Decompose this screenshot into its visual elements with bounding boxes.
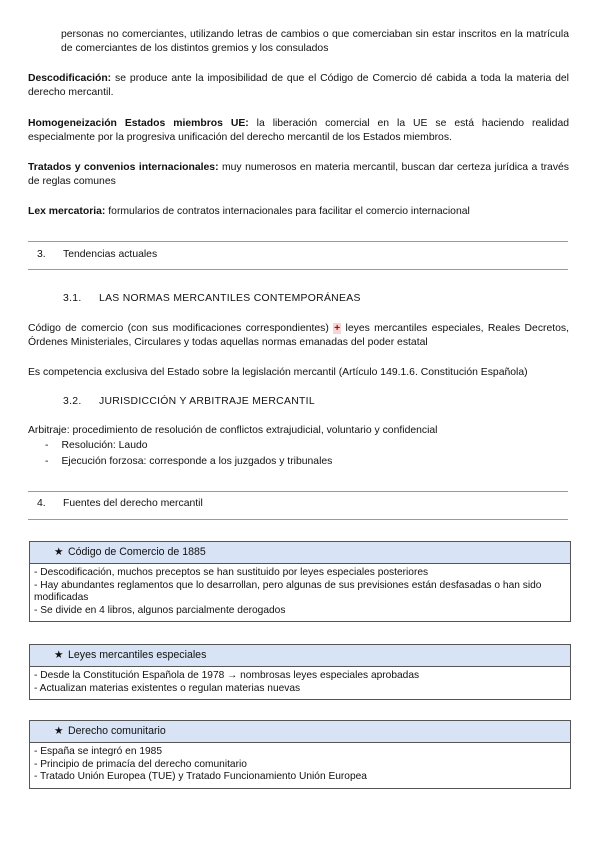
source-box-derecho-comunitario: [29, 720, 571, 789]
box-title: Leyes mercantiles especiales: [68, 649, 207, 661]
star-icon: ★: [54, 649, 64, 661]
term-label: Homogeneización Estados miembros UE:: [28, 118, 249, 129]
section-divider-bottom: [28, 269, 568, 270]
dash-icon: -: [45, 440, 49, 451]
box-line: - Actualizan materias existentes o regulan materias nuevas: [34, 682, 301, 694]
term-text: la liberación comercial en la UE se está haciendo realidad especialmente por la progresiva unificación del derecho mercantil de los Estados miembros.: [28, 118, 570, 143]
section-divider-top: [28, 491, 568, 492]
box-body: [30, 564, 570, 621]
box-header: [30, 721, 570, 743]
box-line: - Hay abundantes reglamentos que lo desarrollan, pero algunas de sus previsiones están desfasadas o han sido modificadas: [34, 579, 542, 603]
subsection-3-2-title: JURISDICCIÓN Y ARBITRAJE MERCANTIL: [99, 396, 315, 407]
term-text: se produce ante la imposibilidad de que el Código de Comercio dé cabida a toda la materia del derecho mercantil.: [28, 73, 569, 98]
normas-paragraph: [28, 322, 569, 349]
term-label: Lex mercatoria:: [28, 206, 106, 217]
list-item: [45, 455, 332, 469]
box-body: [30, 667, 570, 699]
box-header: [30, 542, 570, 564]
term-label: Tratados y convenios internacionales:: [28, 162, 219, 173]
section-3-title: Tendencias actuales: [63, 249, 158, 260]
section-divider-bottom: [28, 519, 568, 520]
subsection-3-1-number: 3.1.: [63, 293, 82, 304]
term-text: muy numerosos en materia mercantil, buscan dar certeza jurídica a través de reglas comunes: [28, 162, 569, 187]
term-lex-mercatoria: [28, 205, 569, 219]
plus-marker: +: [334, 323, 341, 334]
box-line: - Tratado Unión Europea (TUE) y Tratado Funcionamiento Unión Europea: [34, 771, 367, 782]
subsection-3-2-number: 3.2.: [63, 396, 82, 407]
list-item-text: Resolución: Laudo: [61, 440, 148, 451]
box-header: [30, 645, 570, 667]
box-line: - Se divide en 4 libros, algunos parcialmente derogados: [34, 604, 286, 616]
subsection-3-1-title: LAS NORMAS MERCANTILES CONTEMPORÁNEAS: [99, 293, 361, 304]
intro-continuation: personas no comerciantes, utilizando letras de cambios o que comerciaban sin estar inscritos en la matrícula de comerciantes de los distintos gremios y los consulados: [61, 29, 569, 54]
term-tratados: [28, 161, 569, 188]
box-title: Derecho comunitario: [68, 725, 166, 737]
dash-icon: -: [45, 456, 49, 467]
term-label: Descodificación:: [28, 73, 112, 84]
box-line: - Principio de primacía del derecho comunitario: [34, 758, 247, 770]
box-title: Código de Comercio de 1885: [68, 546, 206, 558]
arbitraje-intro: Arbitraje: procedimiento de resolución de conflictos extrajudicial, voluntario y confidencial: [28, 425, 438, 436]
section-divider-top: [28, 241, 568, 242]
term-descodificacion: [28, 72, 569, 99]
normas-text-start: Código de comercio (con sus modificaciones correspondientes): [28, 323, 334, 334]
box-line: - Desde la Constitución Española de 1978 → nombrosas leyes especiales aprobadas: [34, 670, 420, 681]
section-3-number: 3.: [37, 249, 46, 260]
term-text: formularios de contratos internacionales para facilitar el comercio internacional: [105, 206, 470, 217]
section-4-title: Fuentes del derecho mercantil: [63, 498, 203, 509]
source-box-codigo-comercio: [29, 541, 571, 622]
normas-text-end: leyes mercantiles especiales, Reales Decretos, Órdenes Ministeriales, Circulares y todas aquellas normas emanadas del poder estatal: [28, 323, 570, 348]
list-item-text: Ejecución forzosa: corresponde a los juzgados y tribunales: [61, 456, 333, 467]
star-icon: ★: [54, 546, 64, 558]
list-item: [45, 439, 148, 453]
section-4-number: 4.: [37, 498, 46, 509]
box-body: [30, 743, 570, 788]
box-line: - España se integró en 1985: [34, 746, 163, 757]
term-homogeneizacion: [28, 117, 569, 144]
star-icon: ★: [54, 725, 64, 737]
source-box-leyes-especiales: [29, 644, 571, 700]
competencia-paragraph: Es competencia exclusiva del Estado sobre la legislación mercantil (Artículo 149.1.6. Constitución Española): [28, 367, 528, 378]
box-line: - Descodificación, muchos preceptos se han sustituido por leyes especiales posteriores: [34, 567, 429, 578]
